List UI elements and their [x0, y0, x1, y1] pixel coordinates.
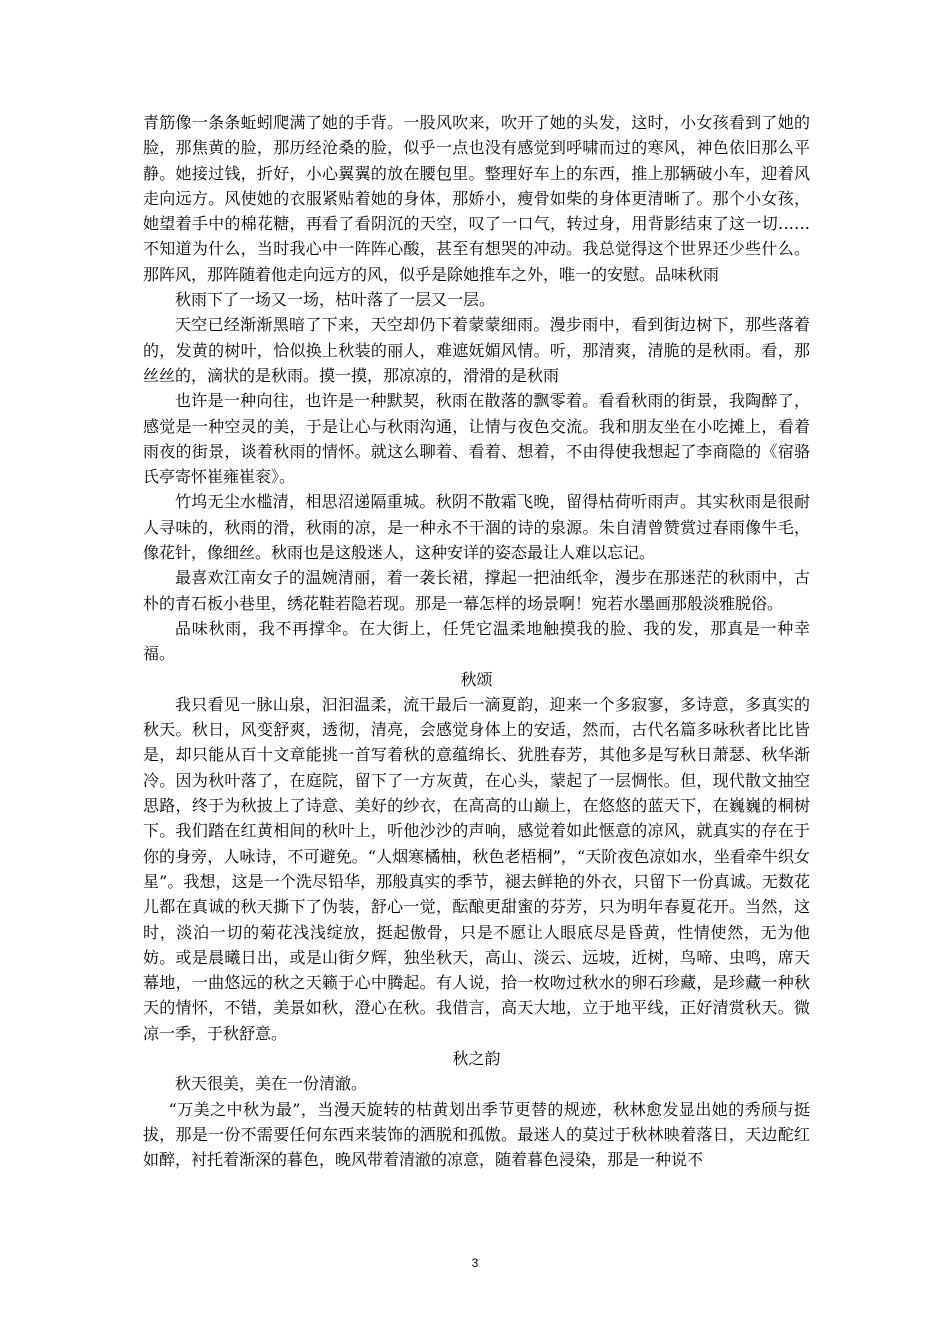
paragraph: 秋天很美，美在一份清澈。	[175, 1074, 368, 1094]
paragraph: 最喜欢江南女子的温婉清丽，着一袭长裙，撑起一把油纸伞，漫步在那迷茫的秋雨中，古朴的青石板小巷里，绣花鞋若隐若现。那是一幕怎样的场景啊！宛若水墨画那般淡雅脱俗。	[143, 568, 810, 613]
paragraph: 也许是一种向往，也许是一种默契，秋雨在散落的飘零着。看看秋雨的街景，我陶醉了，感觉是一种空灵的美，于是让心与秋雨沟通，让情与夜色交流。我和朋友坐在小吃摊上，看着雨夜的街景，谈着秋雨的情怀。就这么聊着、看着、想着，不由得使我想起了李商隐的《宿骆氏亭寄怀崔雍崔衮》。	[143, 391, 810, 487]
paragraph: 天空已经渐渐黑暗了下来，天空却仍下着蒙蒙细雨。漫步雨中，看到街边树下，那些落着的，发黄的树叶，恰似换上秋装的丽人，难遮妩媚风情。听，那清爽，清脆的是秋雨。看，那丝丝的，滴状的是秋雨。摸一摸，那凉凉的，滑滑的是秋雨	[143, 315, 810, 385]
paragraph: 秋雨下了一场又一场，枯叶落了一层又一层。	[175, 290, 496, 310]
page-number: 3	[471, 1256, 479, 1270]
section-title-qiusong: 秋颂	[460, 669, 493, 689]
section-title-qiuzhiyun: 秋之韵	[452, 1048, 501, 1068]
paragraph: 竹坞无尘水槛清，相思沼递隔重城。秋阴不散霜飞晚，留得枯荷听雨声。其实秋雨是很耐人寻味的，秋雨的滑，秋雨的凉，是一种永不干涸的诗的泉源。朱自清曾赞赏过春雨像牛毛，像花针，像细丝。秋雨也是这般迷人，这种安详的姿态最让人难以忘记。	[143, 492, 810, 563]
paragraph: 品味秋雨，我不再撑伞。在大街上，任凭它温柔地触摸我的脸、我的发，那真是一种幸福。	[143, 618, 810, 664]
paragraph: 我只看见一脉山泉，汩汩温柔，流干最后一滴夏韵，迎来一个多寂寥，多诗意，多真实的秋天。秋日，风变舒爽，透彻，清亮，会感觉身体上的安适，然而，古代名篇多咏秋者比比皆是，却只能从百十文章能挑一首写着秋的意蕴绵长、犹胜春芳，其他多是写秋日萧瑟、秋华渐冷。因为秋叶落了，在庭院，留下了一方灰黄，在心头，蒙起了一层惆怅。但，现代散文抽空思路，终于为秋披上了诗意、美好的纱衣，在高高的山巅上，在悠悠的蓝天下，在巍巍的桐树下。我们踏在红黄相间的秋叶上，听他沙沙的声响，感觉着如此惬意的凉风，就真实的存在于你的身旁，人咏诗，不可避免。“人烟寒橘柚，秋色老梧桐”，“天阶夜色凉如水，坐看牵牛织女星”。我想，这是一个洗尽铅华，那般真实的季节，褪去鲜艳的外衣，只留下一份真诚。无数花儿都在真诚的秋天撕下了伪装，舒心一觉，酝酿更甜蜜的芬芳，只为明年春夏花开。当然，这时，淡泊一切的菊花浅浅绽放，挺起傲骨，只是不愿让人眼底尽是昏黄，性情使然，无为他妨。或是晨曦日出，或是山街夕辉，独坐秋天，高山、淡云、远坡，近树，鸟啼、虫鸣，席天幕地，一曲悠远的秋之天籁于心中腾起。有人说，拾一枚吻过秋水的卵石珍藏，是珍藏一种秋天的情怀，不错，美景如秋，澄心在秋。我借言，高天大地，立于地平线，正好清赏秋天。微凉一季，于秋舒意。	[143, 694, 810, 1043]
paragraph: “万美之中秋为最”，当漫天旋转的枯黄划出季节更替的规迹，秋林愈发显出她的秀颀与挺拔，那是一份不需要任何东西来装饰的洒脱和孤傲。最迷人的莫过于秋林映着落日，天边酡红如醉，衬托着渐深的暮色，晚风带着清澈的凉意，随着暮色浸染，那是一种说不	[143, 1099, 810, 1170]
paragraph: 青筋像一条条蚯蚓爬满了她的手背。一股风吹来，吹开了她的头发，这时，小女孩看到了她的脸，那焦黄的脸，那历经沧桑的脸，似乎一点也没有感觉到呼啸而过的寒风，神色依旧那么平静。她接过钱，折好，小心翼翼的放在腰包里。整理好车上的东西，推上那辆破小车，迎着风走向远方。风使她的衣服紧贴着她的身体，那娇小，瘦骨如柴的身体更清晰了。那个小女孩，她望着手中的棉花糖，再看了看阴沉的天空，叹了一口气，转过身，用背影结束了这一切……不知道为什么，当时我心中一阵阵心酸，甚至有想哭的冲动。我总觉得这个世界还少些什么。那阵风，那阵随着他走向远方的风，似乎是除她推车之外，唯一的安慰。品味秋雨	[143, 113, 810, 284]
document-body	[143, 110, 810, 1172]
